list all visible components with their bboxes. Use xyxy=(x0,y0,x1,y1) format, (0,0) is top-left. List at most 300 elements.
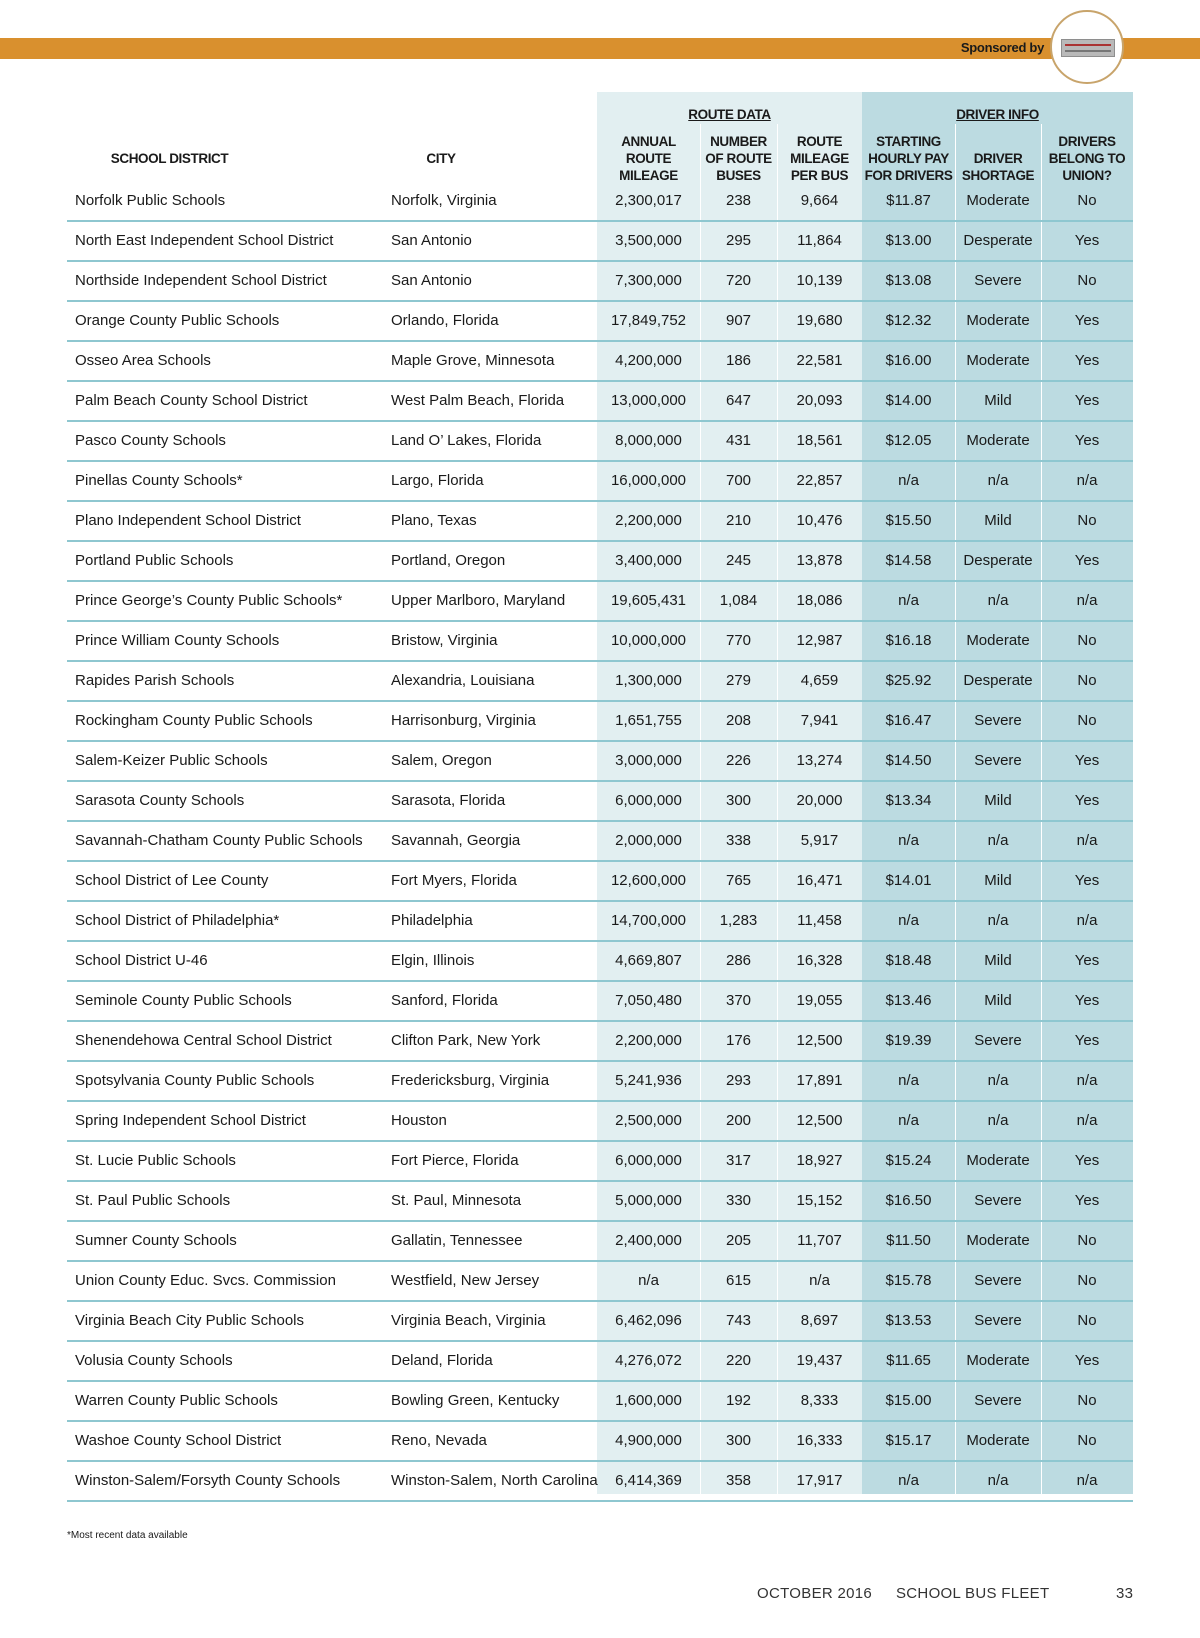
cell-number-of-buses: 205 xyxy=(725,1232,752,1249)
cell-driver-shortage: n/a xyxy=(987,592,1009,609)
cell-mileage-per-bus: 11,864 xyxy=(797,232,842,249)
cell-drivers-union: No xyxy=(1077,672,1097,689)
cell-annual-route-mileage: 17,849,752 xyxy=(610,312,687,329)
cell-city: Virginia Beach, Virginia xyxy=(391,1312,546,1329)
cell-mileage-per-bus: 19,680 xyxy=(796,312,843,329)
cell-school-district: Orange County Public Schools xyxy=(75,312,280,329)
cell-number-of-buses: 186 xyxy=(725,352,752,369)
cell-mileage-per-bus: 12,500 xyxy=(796,1112,843,1129)
cell-city: Norfolk, Virginia xyxy=(391,192,497,209)
cell-number-of-buses: 200 xyxy=(725,1112,752,1129)
cell-starting-hourly-pay: $15.00 xyxy=(885,1392,932,1409)
cell-school-district: Spring Independent School District xyxy=(75,1112,306,1129)
cell-drivers-union: No xyxy=(1077,1272,1097,1289)
cell-drivers-union: n/a xyxy=(1076,592,1098,609)
cell-mileage-per-bus: 9,664 xyxy=(800,192,839,209)
cell-school-district: Sumner County Schools xyxy=(75,1232,237,1249)
table-row xyxy=(67,862,1133,902)
cell-annual-route-mileage: 7,300,000 xyxy=(615,272,682,289)
cell-annual-route-mileage: 2,500,000 xyxy=(615,1112,682,1129)
cell-driver-shortage: Severe xyxy=(974,712,1022,729)
cell-number-of-buses: 1,084 xyxy=(719,592,758,609)
cell-driver-shortage: Desperate xyxy=(963,672,1033,689)
cell-number-of-buses: 647 xyxy=(725,392,752,409)
table-row xyxy=(67,1022,1133,1062)
cell-drivers-union: Yes xyxy=(1074,432,1100,449)
cell-school-district: Volusia County Schools xyxy=(75,1352,233,1369)
table-row xyxy=(67,1382,1133,1422)
cell-annual-route-mileage: 5,241,936 xyxy=(615,1072,682,1089)
table-row xyxy=(67,542,1133,582)
cell-city: San Antonio xyxy=(391,232,472,249)
cell-annual-route-mileage: 3,500,000 xyxy=(615,232,682,249)
cell-drivers-union: No xyxy=(1077,512,1097,529)
cell-number-of-buses: 300 xyxy=(725,792,752,809)
cell-mileage-per-bus: 11,707 xyxy=(797,1232,842,1249)
cell-school-district: Norfolk Public Schools xyxy=(75,192,226,209)
cell-annual-route-mileage: 2,400,000 xyxy=(615,1232,682,1249)
cell-mileage-per-bus: 22,581 xyxy=(796,352,843,369)
cell-driver-shortage: n/a xyxy=(987,1112,1009,1129)
cell-annual-route-mileage: 13,000,000 xyxy=(610,392,687,409)
table-row xyxy=(67,222,1133,262)
cell-annual-route-mileage: 5,000,000 xyxy=(615,1192,682,1209)
cell-number-of-buses: 286 xyxy=(725,952,752,969)
cell-city: Philadelphia xyxy=(391,912,473,929)
header-school-district: SCHOOL DISTRICT xyxy=(110,151,229,166)
cell-mileage-per-bus: 17,917 xyxy=(796,1472,843,1489)
cell-starting-hourly-pay: $15.50 xyxy=(885,512,932,529)
route-data-heading: ROUTE DATA xyxy=(688,107,771,122)
table-row xyxy=(67,382,1133,422)
cell-driver-shortage: Moderate xyxy=(966,432,1030,449)
footer-page-number: 33 xyxy=(1116,1585,1134,1602)
cell-annual-route-mileage: 4,669,807 xyxy=(615,952,682,969)
cell-city: Land O’ Lakes, Florida xyxy=(391,432,542,449)
table-row xyxy=(67,182,1133,222)
cell-starting-hourly-pay: n/a xyxy=(898,592,919,609)
cell-number-of-buses: 700 xyxy=(725,472,752,489)
cell-drivers-union: n/a xyxy=(1076,912,1098,929)
cell-annual-route-mileage: 14,700,000 xyxy=(610,912,687,929)
table-row xyxy=(67,262,1133,302)
cell-school-district: Prince George’s County Public Schools* xyxy=(75,592,343,609)
table-row xyxy=(67,822,1133,862)
cell-annual-route-mileage: 2,000,000 xyxy=(615,832,682,849)
cell-driver-shortage: Moderate xyxy=(966,1352,1030,1369)
cell-starting-hourly-pay: $15.24 xyxy=(885,1152,932,1169)
cell-drivers-union: Yes xyxy=(1074,552,1100,569)
cell-driver-shortage: Moderate xyxy=(966,1152,1030,1169)
cell-number-of-buses: 370 xyxy=(725,992,752,1009)
cell-mileage-per-bus: 20,093 xyxy=(796,392,843,409)
cell-driver-shortage: Mild xyxy=(984,872,1012,889)
cell-school-district: Union County Educ. Svcs. Commission xyxy=(75,1272,336,1289)
cell-school-district: Spotsylvania County Public Schools xyxy=(75,1072,315,1089)
cell-annual-route-mileage: 1,300,000 xyxy=(615,672,682,689)
cell-starting-hourly-pay: n/a xyxy=(898,472,919,489)
cell-annual-route-mileage: 10,000,000 xyxy=(610,632,687,649)
cell-starting-hourly-pay: $11.87 xyxy=(886,192,931,209)
driver-info-heading: DRIVER INFO xyxy=(956,107,1039,122)
cell-number-of-buses: 431 xyxy=(725,432,752,449)
cell-number-of-buses: 720 xyxy=(725,272,752,289)
table-row xyxy=(67,782,1133,822)
cell-drivers-union: n/a xyxy=(1076,1472,1098,1489)
cell-annual-route-mileage: 16,000,000 xyxy=(610,472,687,489)
cell-drivers-union: n/a xyxy=(1076,1112,1098,1129)
cell-city: Harrisonburg, Virginia xyxy=(391,712,536,729)
cell-annual-route-mileage: 7,050,480 xyxy=(615,992,682,1009)
cell-drivers-union: Yes xyxy=(1074,1032,1100,1049)
cell-city: Orlando, Florida xyxy=(391,312,499,329)
cell-city: Largo, Florida xyxy=(391,472,484,489)
cell-mileage-per-bus: 7,941 xyxy=(800,712,839,729)
cell-starting-hourly-pay: n/a xyxy=(898,912,919,929)
cell-school-district: Plano Independent School District xyxy=(75,512,301,529)
cell-driver-shortage: Mild xyxy=(984,792,1012,809)
cell-starting-hourly-pay: $15.17 xyxy=(885,1432,932,1449)
cell-starting-hourly-pay: $14.58 xyxy=(885,552,932,569)
cell-city: Westfield, New Jersey xyxy=(391,1272,540,1289)
cell-drivers-union: Yes xyxy=(1074,1152,1100,1169)
cell-city: Plano, Texas xyxy=(391,512,477,529)
cell-city: Gallatin, Tennessee xyxy=(391,1232,523,1249)
cell-school-district: Rapides Parish Schools xyxy=(75,672,235,689)
cell-number-of-buses: 907 xyxy=(725,312,752,329)
cell-annual-route-mileage: 8,000,000 xyxy=(615,432,682,449)
cell-number-of-buses: 615 xyxy=(725,1272,752,1289)
cell-mileage-per-bus: 17,891 xyxy=(796,1072,843,1089)
cell-mileage-per-bus: 16,333 xyxy=(796,1432,843,1449)
cell-city: Deland, Florida xyxy=(391,1352,493,1369)
cell-driver-shortage: Mild xyxy=(984,512,1012,529)
cell-annual-route-mileage: 6,414,369 xyxy=(615,1472,682,1489)
cell-city: Sarasota, Florida xyxy=(391,792,506,809)
table-row xyxy=(67,702,1133,742)
table-row xyxy=(67,342,1133,382)
cell-drivers-union: No xyxy=(1077,712,1097,729)
table-row xyxy=(67,1102,1133,1142)
cell-driver-shortage: Severe xyxy=(974,1312,1022,1329)
table-row xyxy=(67,1182,1133,1222)
cell-driver-shortage: Desperate xyxy=(963,552,1033,569)
cell-annual-route-mileage: 4,200,000 xyxy=(615,352,682,369)
cell-school-district: Warren County Public Schools xyxy=(75,1392,278,1409)
cell-annual-route-mileage: 3,400,000 xyxy=(615,552,682,569)
cell-drivers-union: No xyxy=(1077,632,1097,649)
cell-mileage-per-bus: 13,274 xyxy=(796,752,843,769)
cell-city: Salem, Oregon xyxy=(391,752,492,769)
cell-mileage-per-bus: 10,139 xyxy=(796,272,843,289)
cell-annual-route-mileage: 2,300,017 xyxy=(615,192,682,209)
cell-driver-shortage: Mild xyxy=(984,392,1012,409)
cell-driver-shortage: Severe xyxy=(974,752,1022,769)
cell-drivers-union: Yes xyxy=(1074,1352,1100,1369)
cell-annual-route-mileage: 12,600,000 xyxy=(610,872,687,889)
cell-starting-hourly-pay: $12.32 xyxy=(885,312,932,329)
cell-annual-route-mileage: n/a xyxy=(638,1272,659,1289)
cell-drivers-union: Yes xyxy=(1074,1192,1100,1209)
cell-drivers-union: No xyxy=(1077,1432,1097,1449)
header-city: CITY xyxy=(426,151,456,166)
cell-school-district: North East Independent School District xyxy=(75,232,334,249)
cell-annual-route-mileage: 6,000,000 xyxy=(615,792,682,809)
cell-city: Fort Myers, Florida xyxy=(391,872,517,889)
cell-drivers-union: Yes xyxy=(1074,872,1100,889)
cell-driver-shortage: n/a xyxy=(987,1472,1009,1489)
cell-annual-route-mileage: 1,600,000 xyxy=(615,1392,682,1409)
cell-city: Maple Grove, Minnesota xyxy=(391,352,555,369)
cell-annual-route-mileage: 2,200,000 xyxy=(615,512,682,529)
cell-number-of-buses: 176 xyxy=(725,1032,752,1049)
table-row xyxy=(67,1222,1133,1262)
table-row xyxy=(67,1342,1133,1382)
cell-annual-route-mileage: 6,000,000 xyxy=(615,1152,682,1169)
cell-annual-route-mileage: 4,276,072 xyxy=(615,1352,682,1369)
cell-school-district: St. Lucie Public Schools xyxy=(75,1152,236,1169)
cell-city: Reno, Nevada xyxy=(391,1432,487,1449)
cell-number-of-buses: 279 xyxy=(725,672,752,689)
cell-driver-shortage: Mild xyxy=(984,952,1012,969)
cell-number-of-buses: 770 xyxy=(725,632,752,649)
cell-starting-hourly-pay: $14.00 xyxy=(885,392,932,409)
cell-number-of-buses: 220 xyxy=(725,1352,752,1369)
cell-school-district: Pinellas County Schools* xyxy=(75,472,243,489)
cell-starting-hourly-pay: n/a xyxy=(898,1072,919,1089)
cell-number-of-buses: 300 xyxy=(725,1432,752,1449)
cell-mileage-per-bus: 12,500 xyxy=(796,1032,843,1049)
cell-mileage-per-bus: 20,000 xyxy=(796,792,843,809)
cell-city: Portland, Oregon xyxy=(391,552,506,569)
cell-school-district: Savannah-Chatham County Public Schools xyxy=(75,832,363,849)
cell-mileage-per-bus: 8,333 xyxy=(800,1392,839,1409)
cell-drivers-union: n/a xyxy=(1076,1072,1098,1089)
cell-school-district: Osseo Area Schools xyxy=(75,352,211,369)
header-driver-shortage: DRIVER SHORTAGE xyxy=(961,151,1035,183)
cell-drivers-union: Yes xyxy=(1074,232,1100,249)
cell-mileage-per-bus: 22,857 xyxy=(796,472,843,489)
cell-driver-shortage: Moderate xyxy=(966,352,1030,369)
table-row xyxy=(67,462,1133,502)
cell-number-of-buses: 192 xyxy=(725,1392,752,1409)
cell-starting-hourly-pay: $13.08 xyxy=(885,272,932,289)
table-row xyxy=(67,1462,1133,1502)
cell-city: St. Paul, Minnesota xyxy=(391,1192,522,1209)
cell-mileage-per-bus: 10,476 xyxy=(796,512,843,529)
header-starting-hourly-pay: STARTING HOURLY PAY FOR DRIVERS xyxy=(864,134,953,183)
cell-school-district: Palm Beach County School District xyxy=(75,392,308,409)
cell-drivers-union: n/a xyxy=(1076,472,1098,489)
table-row xyxy=(67,1262,1133,1302)
cell-mileage-per-bus: 18,927 xyxy=(796,1152,843,1169)
cell-school-district: Winston-Salem/Forsyth County Schools xyxy=(75,1472,341,1489)
cell-school-district: School District of Lee County xyxy=(75,872,269,889)
cell-driver-shortage: Mild xyxy=(984,992,1012,1009)
cell-school-district: School District of Philadelphia* xyxy=(75,912,280,929)
cell-mileage-per-bus: 8,697 xyxy=(800,1312,839,1329)
cell-starting-hourly-pay: $12.05 xyxy=(885,432,932,449)
cell-city: Upper Marlboro, Maryland xyxy=(391,592,566,609)
table-row xyxy=(67,502,1133,542)
cell-starting-hourly-pay: n/a xyxy=(898,1472,919,1489)
cell-school-district: Sarasota County Schools xyxy=(75,792,245,809)
cell-drivers-union: Yes xyxy=(1074,352,1100,369)
cell-school-district: School District U-46 xyxy=(75,952,208,969)
cell-city: Houston xyxy=(391,1112,447,1129)
cell-drivers-union: Yes xyxy=(1074,392,1100,409)
header-route-mileage-per-bus: ROUTE MILEAGE PER BUS xyxy=(790,134,849,183)
cell-driver-shortage: Moderate xyxy=(966,1232,1030,1249)
cell-starting-hourly-pay: $16.18 xyxy=(885,632,932,649)
cell-starting-hourly-pay: $16.47 xyxy=(885,712,932,729)
cell-mileage-per-bus: 16,328 xyxy=(796,952,843,969)
cell-starting-hourly-pay: $16.00 xyxy=(885,352,932,369)
cell-school-district: Portland Public Schools xyxy=(75,552,234,569)
cell-drivers-union: No xyxy=(1077,1312,1097,1329)
table-row xyxy=(67,982,1133,1022)
cell-number-of-buses: 293 xyxy=(725,1072,752,1089)
cell-starting-hourly-pay: $25.92 xyxy=(885,672,932,689)
header-number-of-route-buses: NUMBER OF ROUTE BUSES xyxy=(705,134,772,183)
cell-annual-route-mileage: 6,462,096 xyxy=(615,1312,682,1329)
cell-school-district: Washoe County School District xyxy=(75,1432,282,1449)
cell-number-of-buses: 317 xyxy=(725,1152,752,1169)
cell-drivers-union: Yes xyxy=(1074,992,1100,1009)
cell-mileage-per-bus: 5,917 xyxy=(800,832,839,849)
cell-city: Elgin, Illinois xyxy=(391,952,475,969)
cell-starting-hourly-pay: $13.00 xyxy=(885,232,932,249)
cell-number-of-buses: 765 xyxy=(725,872,752,889)
cell-drivers-union: Yes xyxy=(1074,752,1100,769)
cell-city: Fort Pierce, Florida xyxy=(391,1152,519,1169)
cell-starting-hourly-pay: $13.46 xyxy=(885,992,932,1009)
cell-city: West Palm Beach, Florida xyxy=(391,392,565,409)
footer-date: OCTOBER 2016 xyxy=(757,1585,873,1602)
cell-starting-hourly-pay: $16.50 xyxy=(885,1192,932,1209)
cell-annual-route-mileage: 3,000,000 xyxy=(615,752,682,769)
table-row xyxy=(67,942,1133,982)
table-row xyxy=(67,422,1133,462)
cell-annual-route-mileage: 1,651,755 xyxy=(615,712,682,729)
cell-driver-shortage: Moderate xyxy=(966,632,1030,649)
cell-starting-hourly-pay: $13.34 xyxy=(885,792,932,809)
cell-starting-hourly-pay: n/a xyxy=(898,1112,919,1129)
footer-publication: SCHOOL BUS FLEET xyxy=(896,1585,1050,1602)
cell-driver-shortage: Moderate xyxy=(966,312,1030,329)
cell-driver-shortage: Severe xyxy=(974,1192,1022,1209)
cell-school-district: Prince William County Schools xyxy=(75,632,280,649)
cell-mileage-per-bus: 13,878 xyxy=(796,552,843,569)
cell-school-district: Shenendehowa Central School District xyxy=(75,1032,332,1049)
cell-city: San Antonio xyxy=(391,272,472,289)
cell-city: Winston-Salem, North Carolina xyxy=(391,1472,598,1489)
cell-school-district: Virginia Beach City Public Schools xyxy=(75,1312,305,1329)
cell-starting-hourly-pay: $15.78 xyxy=(885,1272,932,1289)
cell-starting-hourly-pay: $14.01 xyxy=(885,872,932,889)
header-annual-route-mileage: ANNUAL ROUTE MILEAGE xyxy=(619,134,678,183)
cell-school-district: St. Paul Public Schools xyxy=(75,1192,231,1209)
table-row xyxy=(67,742,1133,782)
cell-drivers-union: No xyxy=(1077,1392,1097,1409)
cell-driver-shortage: n/a xyxy=(987,912,1009,929)
cell-starting-hourly-pay: $11.50 xyxy=(886,1232,931,1249)
cell-school-district: Pasco County Schools xyxy=(75,432,226,449)
table-row xyxy=(67,1062,1133,1102)
cell-mileage-per-bus: 18,086 xyxy=(796,592,843,609)
cell-driver-shortage: n/a xyxy=(987,472,1009,489)
cell-drivers-union: n/a xyxy=(1076,832,1098,849)
cell-number-of-buses: 1,283 xyxy=(719,912,758,929)
cell-starting-hourly-pay: $18.48 xyxy=(885,952,932,969)
cell-number-of-buses: 238 xyxy=(725,192,752,209)
cell-driver-shortage: Desperate xyxy=(963,232,1033,249)
cell-mileage-per-bus: n/a xyxy=(809,1272,830,1289)
cell-starting-hourly-pay: $14.50 xyxy=(885,752,932,769)
cell-annual-route-mileage: 4,900,000 xyxy=(615,1432,682,1449)
cell-number-of-buses: 210 xyxy=(725,512,752,529)
cell-drivers-union: Yes xyxy=(1074,312,1100,329)
cell-mileage-per-bus: 19,437 xyxy=(796,1352,843,1369)
cell-drivers-union: Yes xyxy=(1074,792,1100,809)
cell-starting-hourly-pay: $11.65 xyxy=(886,1352,931,1369)
table-row xyxy=(67,302,1133,342)
cell-city: Sanford, Florida xyxy=(391,992,498,1009)
cell-city: Fredericksburg, Virginia xyxy=(391,1072,550,1089)
table-row xyxy=(67,902,1133,942)
cell-number-of-buses: 295 xyxy=(725,232,752,249)
cell-school-district: Rockingham County Public Schools xyxy=(75,712,313,729)
cell-mileage-per-bus: 19,055 xyxy=(796,992,843,1009)
cell-driver-shortage: Moderate xyxy=(966,1432,1030,1449)
table-row xyxy=(67,1422,1133,1462)
cell-mileage-per-bus: 15,152 xyxy=(796,1192,843,1209)
cell-starting-hourly-pay: n/a xyxy=(898,832,919,849)
cell-driver-shortage: n/a xyxy=(987,1072,1009,1089)
footnote: *Most recent data available xyxy=(67,1530,188,1541)
cell-city: Alexandria, Louisiana xyxy=(391,672,535,689)
cell-number-of-buses: 226 xyxy=(725,752,752,769)
sponsor-label: Sponsored by xyxy=(960,40,1044,55)
cell-driver-shortage: Severe xyxy=(974,1392,1022,1409)
table-row xyxy=(67,582,1133,622)
table-row xyxy=(67,1142,1133,1182)
cell-annual-route-mileage: 2,200,000 xyxy=(615,1032,682,1049)
cell-number-of-buses: 338 xyxy=(725,832,752,849)
header-drivers-union: DRIVERS BELONG TO UNION? xyxy=(1048,134,1126,183)
cell-driver-shortage: Severe xyxy=(974,1272,1022,1289)
cell-city: Savannah, Georgia xyxy=(391,832,521,849)
cell-driver-shortage: Severe xyxy=(974,272,1022,289)
cell-school-district: Northside Independent School District xyxy=(75,272,327,289)
cell-number-of-buses: 358 xyxy=(725,1472,752,1489)
cell-number-of-buses: 208 xyxy=(725,712,752,729)
cell-starting-hourly-pay: $19.39 xyxy=(885,1032,932,1049)
cell-mileage-per-bus: 18,561 xyxy=(796,432,843,449)
table-row xyxy=(67,662,1133,702)
sponsor-logo xyxy=(1050,10,1124,84)
cell-mileage-per-bus: 12,987 xyxy=(796,632,843,649)
cell-starting-hourly-pay: $13.53 xyxy=(885,1312,932,1329)
table-row xyxy=(67,622,1133,662)
cell-drivers-union: No xyxy=(1077,192,1097,209)
cell-drivers-union: Yes xyxy=(1074,952,1100,969)
table-row xyxy=(67,1302,1133,1342)
cell-number-of-buses: 245 xyxy=(725,552,752,569)
cell-mileage-per-bus: 16,471 xyxy=(796,872,843,889)
cell-mileage-per-bus: 4,659 xyxy=(800,672,839,689)
cell-annual-route-mileage: 19,605,431 xyxy=(610,592,687,609)
